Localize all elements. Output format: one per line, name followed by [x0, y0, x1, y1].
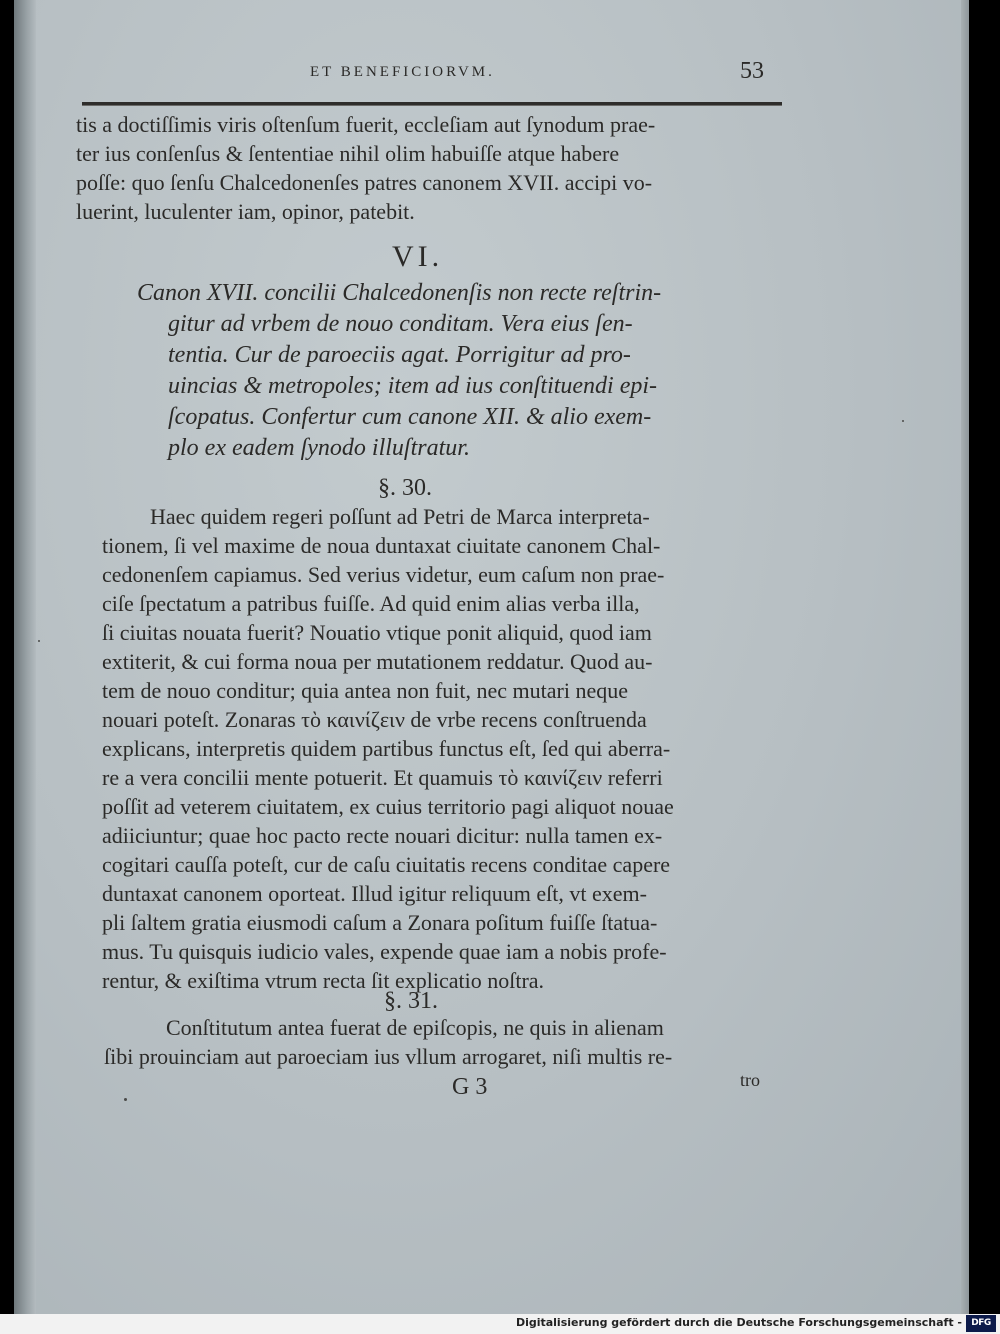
catchword: tro: [740, 1070, 760, 1090]
body-line: adiiciuntur; quae hoc pacto recte nouari dicitur: nulla tamen ex-: [102, 823, 663, 848]
body-line: ſi ciuitas nouata fuerit? Nouatio vtique ponit aliquid, quod iam: [102, 620, 652, 645]
page-edge: [961, 0, 969, 1314]
body-line: tionem, ſi vel maxime de noua duntaxat ciuitate canonem Chal-: [102, 533, 661, 558]
body-line: rentur, & exiſtima vtrum recta ſit explicatio noſtra.: [102, 968, 545, 993]
page-number: 53: [740, 58, 764, 84]
footer-bar: [0, 1314, 1000, 1334]
intro-line: ter ius conſenſus & ſententiae nihil olim habuiſſe atque habere: [76, 141, 620, 166]
body-line: extiterit, & cui forma noua per mutationem reddatur. Quod au-: [102, 649, 653, 674]
body-line: re a vera concilii mente potuerit. Et quamuis τὸ καινίζειν referri: [102, 765, 663, 790]
running-head-title: ET BENEFICIORVM.: [310, 64, 495, 80]
intro-line: luerint, luculenter iam, opinor, patebit.: [76, 199, 415, 224]
body-line: ſibi prouinciam aut paroeciam ius vllum arrogaret, niſi multis re-: [104, 1044, 673, 1069]
header-rule: [82, 102, 782, 106]
body-line: cogitari cauſſa poteſt, cur de caſu ciuitatis recens conditae capere: [102, 852, 671, 877]
section-summary-line: gitur ad vrbem de nouo conditam. Vera eius ſen-: [168, 311, 633, 337]
body-line: Conſtitutum antea fuerat de epiſcopis, ne quis in alienam: [166, 1015, 664, 1040]
intro-line: tis a doctiſſimis viris oſtenſum fuerit, eccleſiam aut ſynodum prae-: [76, 112, 656, 137]
paper-speck: [38, 640, 40, 642]
signature-mark: G 3: [452, 1074, 488, 1100]
page-gutter-shadow: [14, 0, 36, 1314]
body-line: ciſe ſpectatum a patribus fuiſſe. Ad quid enim alias verba illa,: [102, 591, 640, 616]
body-line: pli ſaltem gratia eiusmodi caſum a Zonara poſitum fuiſſe ſtatua-: [102, 910, 658, 935]
paragraph-mark: §. 31.: [384, 988, 438, 1014]
body-line: nouari poteſt. Zonaras τὸ καινίζειν de vrbe recens conſtruenda: [102, 707, 647, 732]
section-summary-line: tentia. Cur de paroeciis agat. Porrigitur ad pro-: [168, 342, 631, 368]
intro-line: poſſe: quo ſenſu Chalcedonenſes patres canonem XVII. accipi vo-: [76, 170, 653, 195]
body-line: mus. Tu quisquis iudicio vales, expende quae iam a nobis profe-: [102, 939, 667, 964]
body-line: duntaxat canonem oporteat. Illud igitur reliquum eſt, vt exem-: [102, 881, 647, 906]
paper-speck: [902, 420, 904, 422]
paper-speck: [124, 1098, 127, 1101]
section-summary-line: ſcopatus. Confertur cum canone XII. & alio exem-: [168, 404, 652, 430]
body-line: explicans, interpretis quidem partibus functus eſt, ſed qui aberra-: [102, 736, 671, 761]
body-line: poſſit ad veterem ciuitatem, ex cuius territorio pagi aliquot nouae: [102, 794, 674, 819]
section-summary-line: plo ex eadem ſynodo illuſtratur.: [168, 435, 470, 461]
section-summary-line: uincias & metropoles; item ad ius conſtituendi epi-: [168, 373, 658, 399]
paragraph-mark: §. 30.: [378, 475, 432, 501]
footer-credit: Digitalisierung gefördert durch die Deutsche Forschungsgemeinschaft -: [515, 1316, 962, 1329]
body-line: cedonenſem capiamus. Sed verius videtur, eum caſum non prae-: [102, 562, 665, 587]
body-line: Haec quidem regeri poſſunt ad Petri de Marca interpreta-: [150, 504, 650, 529]
body-line: tem de nouo conditur; quia antea non fuit, nec mutari neque: [102, 678, 629, 703]
section-number: VI.: [392, 240, 444, 273]
dfg-logo: DFG: [966, 1315, 996, 1332]
section-summary-line: Canon XVII. concilii Chalcedonenſis non recte reſtrin-: [137, 280, 662, 306]
